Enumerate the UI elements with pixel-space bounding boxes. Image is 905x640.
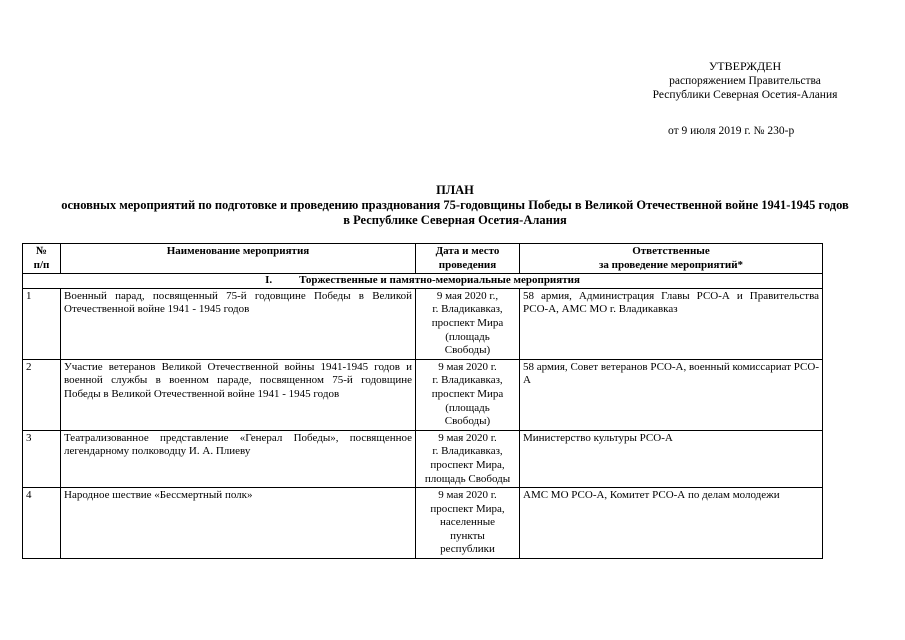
event-responsible: 58 армия, Совет ветеранов РСО-А, военный комиссариат РСО-А (520, 359, 823, 430)
header-date: Дата и место проведения (416, 244, 520, 274)
date-place-line: проспект Мира (431, 316, 504, 329)
header-num: № п/п (23, 244, 61, 274)
date-place-line: площадь Свободы (424, 472, 511, 485)
section-title (23, 274, 823, 289)
approval-line-2: Республики Северная Осетия-Алания (652, 89, 838, 101)
event-responsible: 58 армия, Администрация Главы РСО-А и Правительства РСО-А, АМС МО г. Владикавказ (520, 288, 823, 359)
row-number: 4 (23, 488, 61, 559)
row-number: 2 (23, 359, 61, 430)
date-place-line: Свободы) (444, 344, 491, 357)
date-place-line: республики (440, 543, 495, 556)
section-number: I. (265, 274, 273, 287)
section-label: Торжественные и памятно-мемориальные мероприятия (299, 274, 580, 287)
date-place-line: 9 мая 2020 г. (438, 431, 497, 444)
table-body (23, 274, 823, 559)
event-name: Военный парад, посвященный 75-й годовщине Победы в Великой Отечественной войне 1941 - 1945 годов (61, 288, 416, 359)
date-place-line: населенные (439, 516, 496, 529)
approval-stamp: УТВЕРЖДЕН (708, 59, 782, 73)
date-place-line: 9 мая 2020 г., (436, 289, 499, 302)
plan-table (22, 243, 823, 559)
order-reference: от 9 июля 2019 г. № 230-р (668, 125, 795, 137)
header-responsible: Ответственные за проведение мероприятий* (520, 244, 823, 274)
title-subtitle: основных мероприятий по подготовке и проведению празднования 75-годовщины Победы в Великой Отечественной войне 1941-1945 годов в Республике Северная Осетия-Алания (61, 198, 849, 227)
table-row (23, 488, 823, 559)
date-place-line: 9 мая 2020 г. (438, 489, 497, 502)
row-number: 3 (23, 430, 61, 487)
event-responsible: АМС МО РСО-А, Комитет РСО-А по делам молодежи (520, 488, 823, 559)
table-header-row (23, 244, 823, 274)
table-row (23, 288, 823, 359)
event-responsible: Министерство культуры РСО-А (520, 430, 823, 487)
event-date-place (416, 430, 520, 487)
date-place-line: пункты (450, 529, 485, 542)
date-place-line: г. Владикавказ, (432, 445, 503, 458)
date-place-line: 9 мая 2020 г. (438, 360, 497, 373)
date-place-line: Свободы) (444, 415, 491, 428)
title-heading: ПЛАН (436, 183, 474, 197)
event-date-place (416, 488, 520, 559)
event-name: Участие ветеранов Великой Отечественной войны 1941-1945 годов и военной службы в военном параде, посвященном 75-й годовщине Победы в Великой Отечественной войне 1941 - 1945 годов (61, 359, 416, 430)
date-place-line: г. Владикавказ, (432, 303, 503, 316)
table-row (23, 359, 823, 430)
date-place-line: (площадь (445, 330, 490, 343)
approval-block (620, 59, 870, 102)
header-name: Наименование мероприятия (61, 244, 416, 274)
section-row (23, 274, 823, 289)
event-name: Театрализованное представление «Генерал Победы», посвященное легендарному полководцу И. А. Плиеву (61, 430, 416, 487)
event-date-place (416, 288, 520, 359)
approval-line-1: распоряжением Правительства (669, 75, 821, 87)
date-place-line: проспект Мира, (430, 458, 505, 471)
event-date-place (416, 359, 520, 430)
date-place-line: (площадь (445, 401, 490, 414)
event-name: Народное шествие «Бессмертный полк» (61, 488, 416, 559)
table-row (23, 430, 823, 487)
document-title (60, 183, 850, 228)
date-place-line: проспект Мира (431, 387, 504, 400)
date-place-line: проспект Мира, (430, 502, 505, 515)
row-number: 1 (23, 288, 61, 359)
date-place-line: г. Владикавказ, (432, 374, 503, 387)
